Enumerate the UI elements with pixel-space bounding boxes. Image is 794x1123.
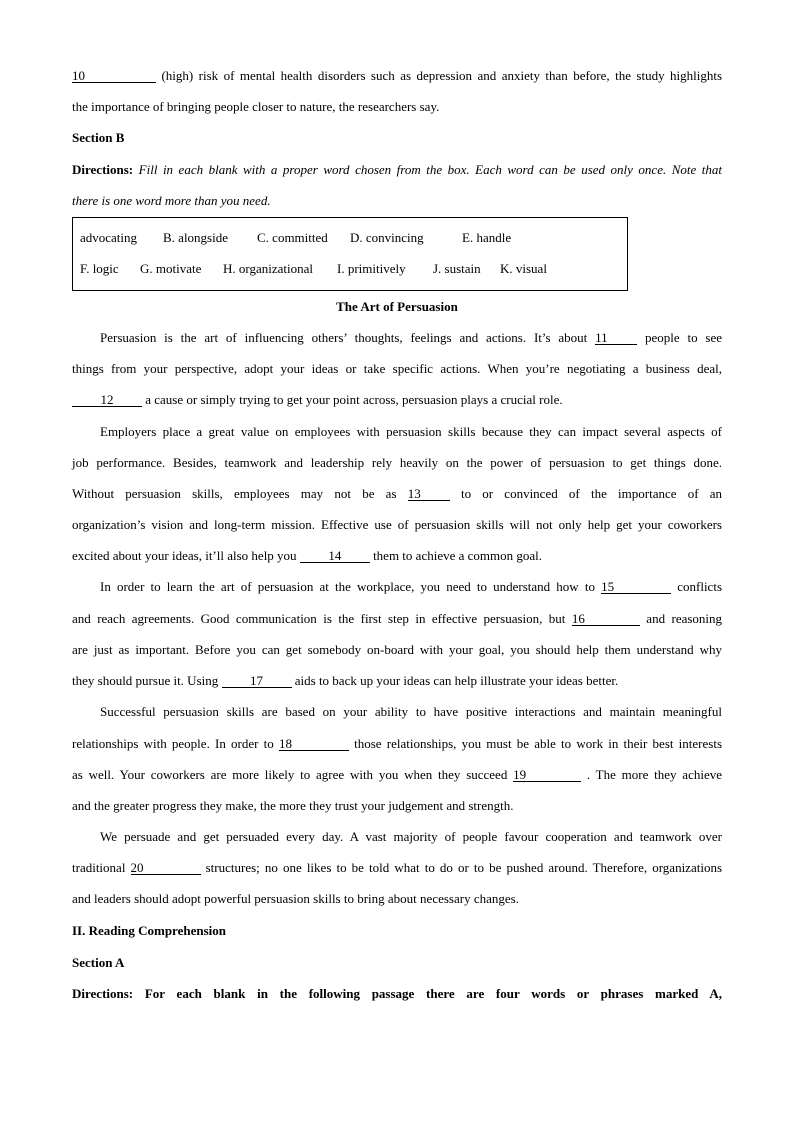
p5-text-1: We persuade and get persuaded every day. A vast majority of people favour cooperation and teamwork over — [100, 829, 722, 844]
p2-line-2: job performance. Besides, teamwork and leadership rely heavily on the power of persuasion to get things done. — [72, 455, 722, 470]
intro-line-1 — [72, 68, 722, 84]
p4-text-1: Successful persuasion skills are based on your ability to have positive interactions and maintain meaningful — [100, 704, 722, 719]
p5-line-2 — [72, 860, 722, 876]
p4-line-3 — [72, 767, 722, 783]
p3-text-1a: In order to learn the art of persuasion at the workplace, you need to understand how to — [100, 579, 595, 594]
p5-text-2b: structures; no one likes to be told what to do or to be pushed around. Therefore, organizations — [205, 860, 723, 875]
blank-11: 11 — [595, 331, 637, 345]
word-option-b: B. alongside — [163, 230, 228, 245]
p3-text-2a: and reach agreements. Good communication is the first step in effective persuasion, but — [72, 611, 566, 626]
word-option-k: K. visual — [500, 261, 547, 276]
p4-text-2a: relationships with people. In order to — [72, 736, 274, 751]
directions-line-2: there is one word more than you need. — [72, 193, 271, 208]
p2-text-5b: them to achieve a common goal. — [373, 548, 543, 563]
p4-line-4: and the greater progress they make, the more they trust your judgement and strength. — [72, 798, 514, 813]
section-b-heading: Section B — [72, 130, 125, 145]
p1-line-3 — [72, 392, 722, 408]
p4-line-1 — [72, 704, 722, 720]
word-option-e: E. handle — [462, 230, 512, 245]
word-option-a: advocating — [80, 230, 138, 245]
word-option-f: F. logic — [80, 261, 119, 276]
p2-text-3a: Without persuasion skills, employees may not be as — [72, 486, 397, 501]
p3-text-1b: conflicts — [677, 579, 722, 594]
section-a-heading: Section A — [72, 955, 125, 970]
directions-line-1 — [72, 162, 722, 178]
reading-heading: II. Reading Comprehension — [72, 923, 226, 938]
word-option-g: G. motivate — [140, 261, 202, 276]
p5-line-1 — [72, 829, 722, 845]
intro-line-1-text: (high) risk of mental health disorders such as depression and anxiety than before, the study highlights — [161, 68, 723, 83]
blank-19: 19 — [513, 768, 581, 782]
p2-text-5a: excited about your ideas, it’ll also help you — [72, 548, 297, 563]
blank-14: 14 — [300, 549, 370, 563]
p4-text-3a: as well. Your coworkers are more likely to agree with you when they succeed — [72, 767, 508, 782]
reading-directions: Directions: For each blank in the following passage there are four words or phrases marked A, — [72, 986, 722, 1001]
word-option-h: H. organizational — [223, 261, 314, 276]
intro-line-2: the importance of bringing people closer to nature, the researchers say. — [72, 99, 440, 114]
p2-line-4: organization’s vision and long-term mission. Effective use of persuasion skills will not only help get your coworkers — [72, 517, 722, 532]
word-option-i: I. primitively — [337, 261, 406, 276]
directions-text-1: Fill in each blank with a proper word chosen from the box. Each word can be used only once. Note that — [138, 162, 723, 177]
word-option-d: D. convincing — [350, 230, 424, 245]
p2-line-3 — [72, 486, 722, 502]
p1-text-b: people to see — [644, 330, 722, 345]
blank-18: 18 — [279, 737, 349, 751]
directions-label: Directions: — [72, 162, 134, 177]
blank-16: 16 — [572, 612, 640, 626]
p1-line-1 — [72, 330, 722, 346]
blank-17: 17 — [222, 674, 292, 688]
p1-text-c: a cause or simply trying to get your point across, persuasion plays a crucial role. — [145, 392, 563, 407]
p3-line-2 — [72, 611, 722, 627]
passage-title: The Art of Persuasion — [336, 299, 458, 314]
blank-15: 15 — [601, 580, 671, 594]
p1-text-a: Persuasion is the art of influencing others’ thoughts, feelings and actions. It’s about — [100, 330, 588, 345]
p2-text-1: Employers place a great value on employees with persuasion skills because they can impact several aspects of — [100, 424, 722, 439]
p5-text-2a: traditional — [72, 860, 126, 875]
p5-line-3: and leaders should adopt powerful persuasion skills to bring about necessary changes. — [72, 891, 519, 906]
p1-line-2: things from your perspective, adopt your ideas or take specific actions. When you’re negotiating a business deal, — [72, 361, 722, 376]
p2-text-3b: to or convinced of the importance of an — [460, 486, 723, 501]
p4-text-2b: those relationships, you must be able to work in their best interests — [354, 736, 723, 751]
p3-line-1 — [72, 579, 722, 595]
word-option-c: C. committed — [257, 230, 328, 245]
p3-line-4 — [72, 673, 722, 689]
p2-line-1 — [72, 424, 722, 440]
p3-text-4a: they should pursue it. Using — [72, 673, 219, 688]
blank-12: 12 — [72, 393, 142, 407]
p4-text-3b: . The more they achieve — [586, 767, 722, 782]
blank-20: 20 — [131, 861, 201, 875]
p3-text-2b: and reasoning — [646, 611, 723, 626]
blank-10: 10 — [72, 69, 156, 83]
word-option-j: J. sustain — [433, 261, 481, 276]
p4-line-2 — [72, 736, 722, 752]
word-box — [72, 217, 628, 291]
p2-line-5 — [72, 548, 722, 564]
blank-13: 13 — [408, 487, 450, 501]
p3-text-4b: aids to back up your ideas can help illustrate your ideas better. — [294, 673, 619, 688]
p3-line-3: are just as important. Before you can get somebody on-board with your goal, you should help them understand why — [72, 642, 722, 657]
